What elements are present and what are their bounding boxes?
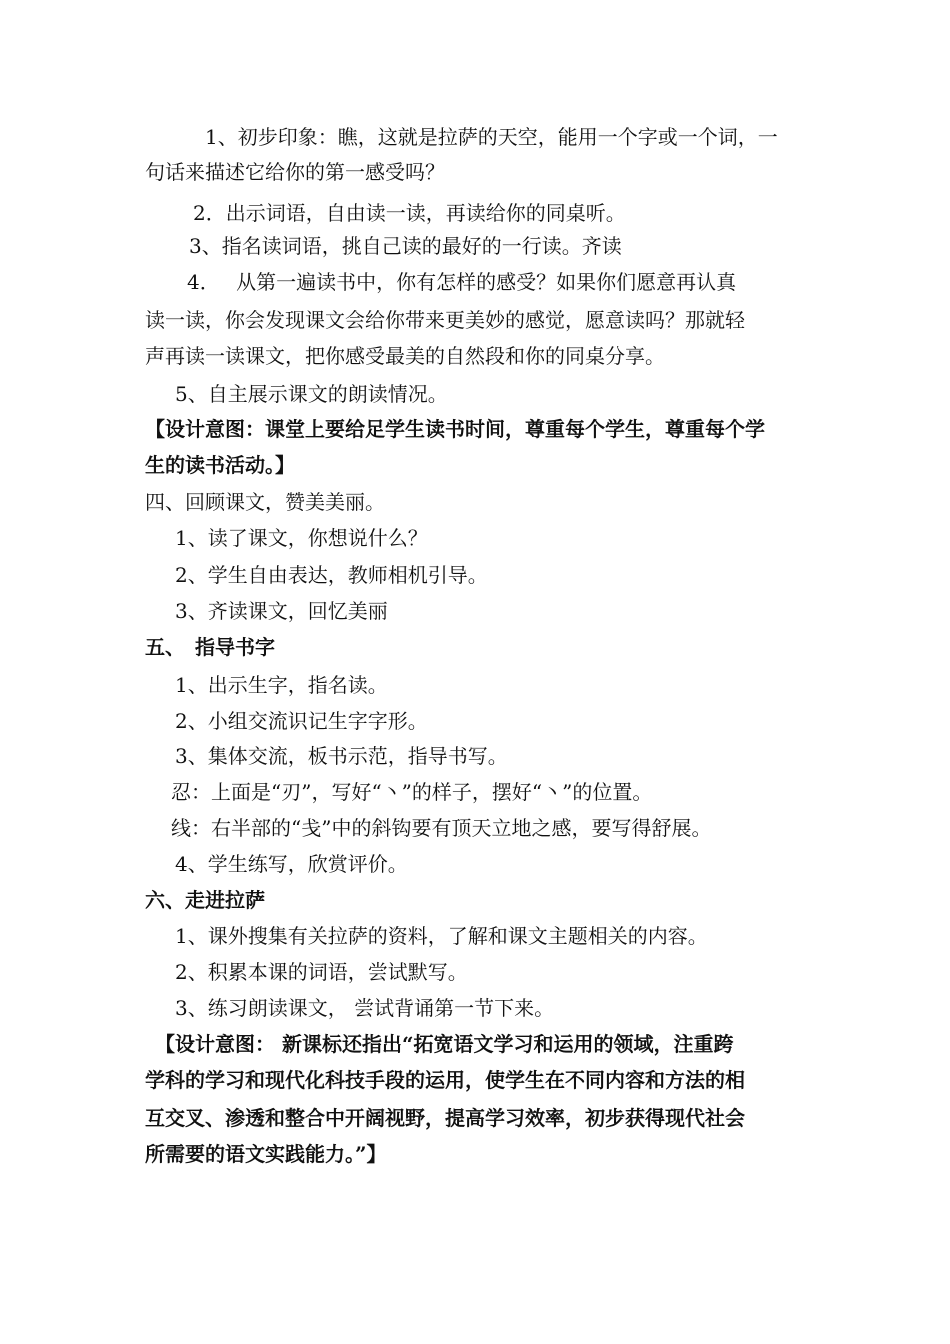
text-line: 5、自主展示课文的朗读情况。 (175, 382, 448, 406)
text-line: 1、初步印象：瞧，这就是拉萨的天空，能用一个字或一个词，一 (205, 125, 778, 149)
text-line: 2、小组交流识记生字字形。 (175, 709, 428, 733)
design-intent-note: 【设计意图： 新课标还指出“拓宽语文学习和运用的领域，注重跨 (155, 1032, 734, 1056)
text-line: 线：右半部的“戋”中的斜钩要有顶天立地之感，要写得舒展。 (171, 816, 712, 840)
text-line: 读一读，你会发现课文会给你带来更美妙的感觉，愿意读吗？那就轻 (145, 308, 745, 332)
text-line: 4、学生练写，欣赏评价。 (175, 852, 408, 876)
design-intent-note: 【设计意图：课堂上要给足学生读书时间，尊重每个学生，尊重每个学 (145, 417, 765, 441)
text-line: 1、读了课文，你想说什么？ (175, 526, 428, 550)
text-line: 3、指名读词语，挑自己读的最好的一行读。齐读 (189, 234, 622, 258)
text-line: 忍：上面是“刃”，写好“丶”的样子，摆好“丶”的位置。 (171, 780, 653, 804)
text-line: 3、齐读课文，回忆美丽 (175, 599, 388, 623)
text-line: 2、学生自由表达，教师相机引导。 (175, 563, 488, 587)
design-intent-note: 学科的学习和现代化科技手段的运用，使学生在不同内容和方法的相 (145, 1068, 745, 1092)
section-heading: 六、走进拉萨 (145, 888, 265, 912)
text-line: 1、课外搜集有关拉萨的资料，了解和课文主题相关的内容。 (175, 924, 708, 948)
text-line: 3、练习朗读课文， 尝试背诵第一节下来。 (175, 996, 555, 1020)
design-intent-note: 互交叉、渗透和整合中开阔视野，提高学习效率，初步获得现代社会 (145, 1106, 745, 1130)
text-line: 2、积累本课的词语，尝试默写。 (175, 960, 468, 984)
design-intent-note: 所需要的语文实践能力。”】 (145, 1142, 387, 1166)
text-line: 4． 从第一遍读书中，你有怎样的感受？如果你们愿意再认真 (187, 270, 737, 294)
design-intent-note: 生的读书活动。】 (145, 453, 295, 477)
text-line: 3、集体交流，板书示范，指导书写。 (175, 744, 508, 768)
section-heading: 五、 指导书字 (145, 635, 275, 659)
text-line: 2．出示词语，自由读一读，再读给你的同桌听。 (193, 201, 626, 225)
section-heading: 四、回顾课文，赞美美丽。 (145, 490, 385, 514)
text-line: 句话来描述它给你的第一感受吗？ (145, 160, 445, 184)
text-line: 1、出示生字，指名读。 (175, 673, 388, 697)
text-line: 声再读一读课文，把你感受最美的自然段和你的同桌分享。 (145, 344, 665, 368)
